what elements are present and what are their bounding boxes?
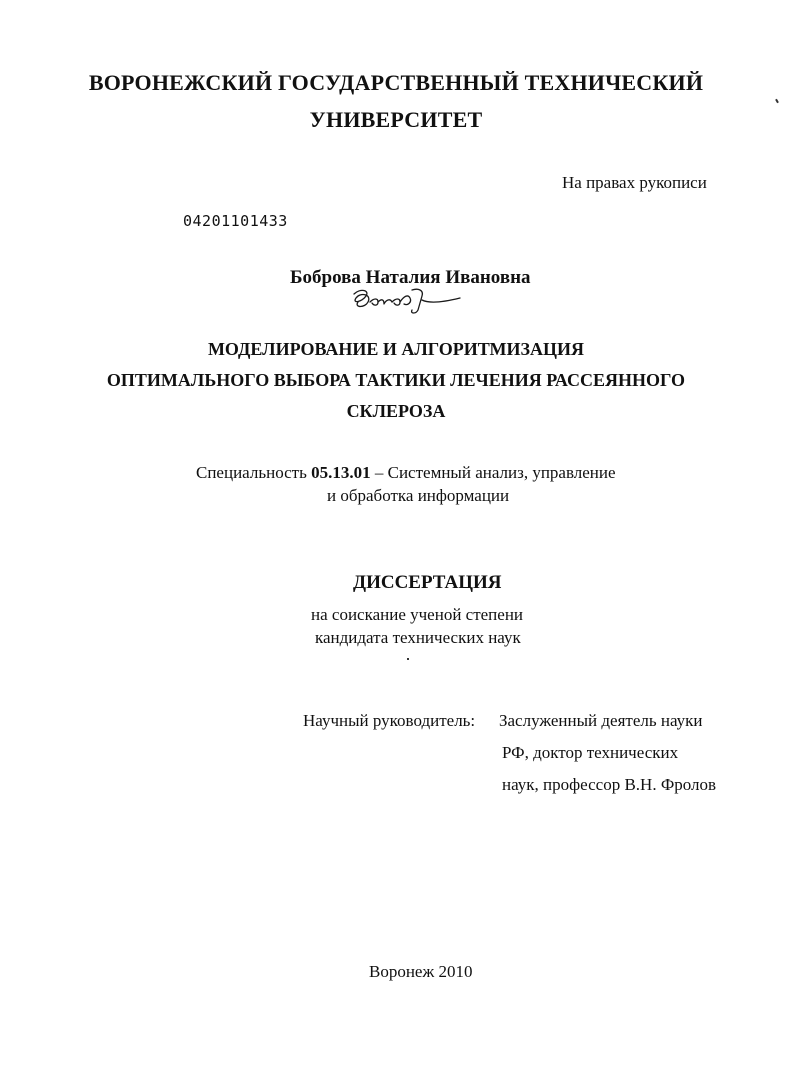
specialty-line1 xyxy=(196,463,616,483)
specialty-prefix: Специальность xyxy=(196,463,312,482)
registration-code: 04201101433 xyxy=(183,212,288,230)
specialty-code: 05.13.01 xyxy=(311,463,371,482)
specialty-suffix: – Системный анализ, управление xyxy=(370,463,616,482)
author-name: Боброва Наталия Ивановна xyxy=(290,267,531,288)
university-name-line2: УНИВЕРСИТЕТ xyxy=(309,107,483,132)
degree-line1: на соискание ученой степени xyxy=(311,605,524,624)
thesis-title-line3: СКЛЕРОЗА xyxy=(346,401,446,421)
document-type: ДИССЕРТАЦИЯ xyxy=(353,572,502,593)
supervisor-line3: наук, профессор В.Н. Фролов xyxy=(502,775,717,794)
degree-line2: кандидата технических наук xyxy=(315,628,521,647)
supervisor-line2: РФ, доктор технических xyxy=(502,743,679,762)
thesis-title-line2: ОПТИМАЛЬНОГО ВЫБОРА ТАКТИКИ ЛЕЧЕНИЯ РАССЕЯННОГО xyxy=(106,370,686,390)
author-signature xyxy=(348,284,468,318)
scan-speck xyxy=(407,658,409,660)
manuscript-note: На правах рукописи xyxy=(562,173,707,192)
university-name-line1: ВОРОНЕЖСКИЙ ГОСУДАРСТВЕННЫЙ ТЕХНИЧЕСКИЙ xyxy=(88,70,704,95)
scan-speck xyxy=(775,99,779,103)
supervisor-line1: Заслуженный деятель науки xyxy=(499,711,703,730)
city-year: Воронеж 2010 xyxy=(369,962,473,981)
supervisor-label: Научный руководитель: xyxy=(303,711,476,730)
thesis-title-line1: МОДЕЛИРОВАНИЕ И АЛГОРИТМИЗАЦИЯ xyxy=(207,339,585,359)
specialty-line2: и обработка информации xyxy=(327,486,510,505)
